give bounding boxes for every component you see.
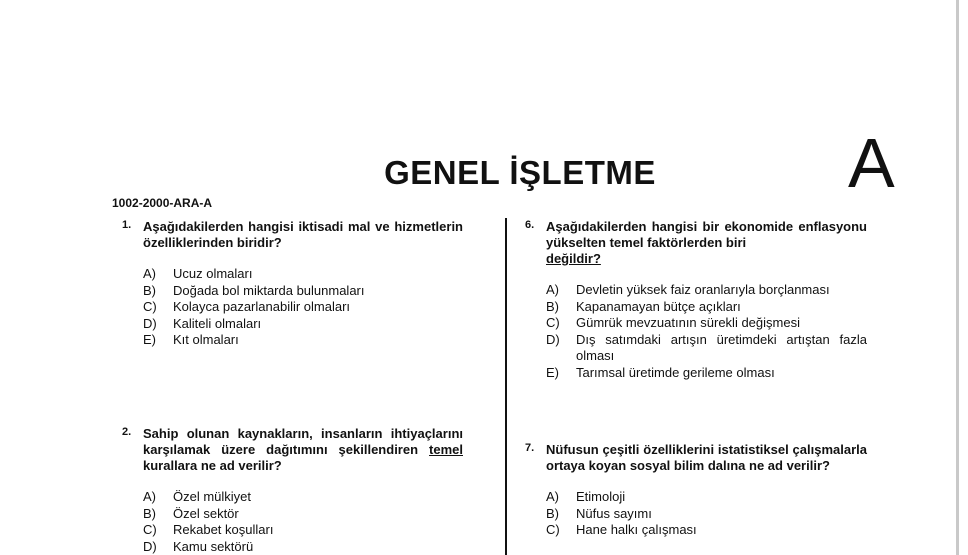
booklet-type: A [848, 124, 895, 202]
emphasis-word: temel [429, 442, 463, 457]
option-c[interactable]: C) Rekabet koşulları [143, 522, 274, 537]
exam-code: 1002-2000-ARA-A [112, 196, 213, 210]
question-stem: Nüfusun çeşitli özelliklerini istatistiksel çalışmalarla ortaya koyan sosyal bilim dalına ne ad verilir? [546, 442, 867, 473]
option-b[interactable]: B) Doğada bol miktarda bulunmaları [143, 282, 365, 298]
option-a[interactable]: A) Ucuz olmaları [143, 266, 253, 281]
option-d[interactable]: D) Dış satımdaki artışın üretimdeki artıştan fazla olması [546, 331, 867, 363]
option-d[interactable]: D) Kaliteli olmaları [143, 315, 262, 331]
emphasis-word: değildir? [546, 251, 601, 266]
option-e[interactable]: E) Tarımsal üretimde gerileme olması [546, 364, 775, 380]
question-number: 1. [122, 219, 132, 231]
page-edge [956, 0, 959, 555]
option-d[interactable]: D) Kamu sektörü [143, 538, 254, 554]
options-list [546, 489, 867, 539]
question-stem: Sahip olunan kaynakların, insanların ihtiyaçlarını karşılamak üzere dağıtımını şekillendiren temel kurallara ne ad verilir? [143, 426, 463, 473]
options-list [143, 489, 463, 555]
option-b[interactable]: B) Kapanamayan bütçe açıkları [546, 298, 741, 314]
option-b[interactable]: B) Özel sektör [143, 505, 239, 521]
question-7 [525, 442, 867, 539]
question-2 [122, 426, 463, 555]
question-stem: Aşağıdakilerden hangisi iktisadi mal ve hizmetlerin özelliklerinden biridir? [143, 219, 463, 250]
question-1 [122, 219, 463, 349]
option-c[interactable]: C) Gümrük mevzuatının sürekli değişmesi [546, 315, 800, 330]
option-a[interactable]: A) Özel mülkiyet [143, 489, 252, 504]
option-c[interactable]: C) Kolayca pazarlanabilir olmaları [143, 299, 351, 314]
question-stem: Aşağıdakilerden hangisi bir ekonomide enflasyonu yükselten temel faktörlerden biri değildir? [546, 219, 867, 266]
exam-title: GENEL İŞLETME [384, 154, 656, 191]
option-c[interactable]: C) Hane halkı çalışması [546, 522, 697, 537]
options-list [546, 282, 867, 381]
option-a[interactable]: A) Devletin yüksek faiz oranlarıyla borçlanması [546, 282, 830, 297]
column-divider [505, 218, 507, 555]
question-number: 7. [525, 442, 535, 454]
question-number: 2. [122, 426, 132, 438]
option-e[interactable]: E) Kıt olmaları [143, 332, 239, 347]
question-6 [525, 219, 867, 381]
options-list [143, 266, 463, 349]
question-number: 6. [525, 219, 535, 231]
option-a[interactable]: A) Etimoloji [546, 489, 626, 504]
option-b[interactable]: B) Nüfus sayımı [546, 505, 652, 521]
